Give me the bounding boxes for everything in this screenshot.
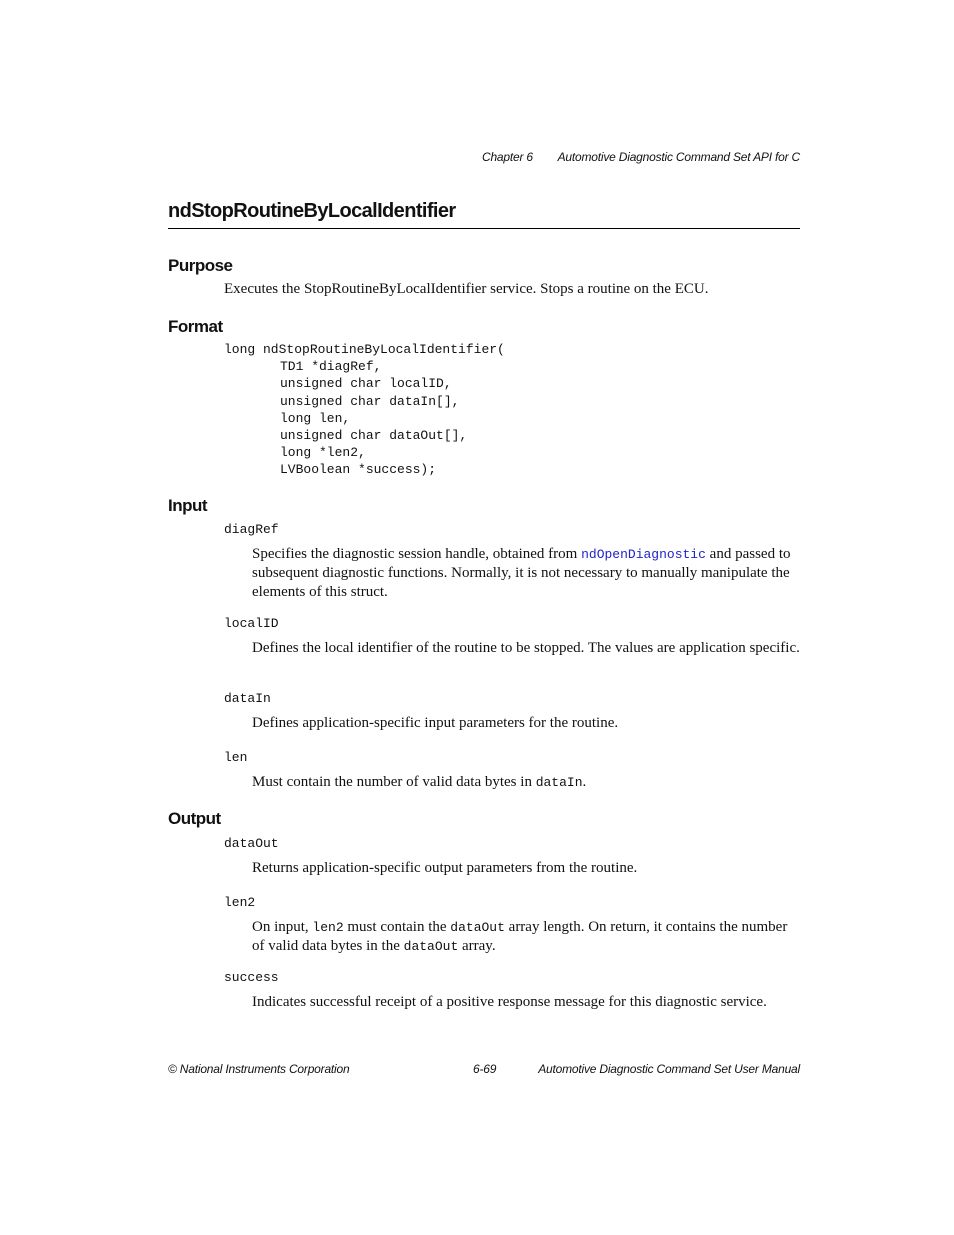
param-name-len: len	[224, 750, 248, 765]
desc-text: Must contain the number of valid data bytes in	[252, 774, 536, 790]
desc-text: .	[582, 774, 587, 790]
desc-text: and passed to subsequent diagnostic functions. Normally, it is not necessary to manually manipulate the elements of this struct.	[252, 546, 791, 600]
param-desc-datain: Defines application-specific input parameters for the routine.	[252, 715, 619, 731]
param-name-success: success	[224, 970, 279, 985]
param-desc-dataout: Returns application-specific output parameters from the routine.	[252, 860, 638, 876]
output-heading: Output	[168, 809, 221, 828]
param-desc-diagref	[252, 545, 800, 602]
page-title: ndStopRoutineByLocalIdentifier	[168, 198, 800, 229]
param-name-datain: dataIn	[224, 691, 271, 706]
format-heading: Format	[168, 317, 223, 336]
param-name-len2: len2	[224, 895, 256, 910]
header-chapter: Chapter 6	[481, 150, 533, 164]
footer-manual-title: Automotive Diagnostic Command Set User Manual	[538, 1062, 800, 1076]
desc-text: Specifies the diagnostic session handle, obtained from	[252, 546, 582, 562]
signature-arg: long *len2,	[280, 445, 366, 461]
signature-arg: long len,	[280, 410, 351, 426]
inline-code: dataOut	[450, 920, 505, 935]
desc-text: array length. On return, it contains the number of valid data bytes in the	[252, 919, 788, 954]
inline-code: len2	[312, 920, 344, 935]
signature-arg: unsigned char dataOut[],	[280, 428, 468, 444]
footer-copyright: © National Instruments Corporation	[168, 1062, 350, 1076]
param-name-localid: localID	[224, 616, 279, 631]
desc-text: On input,	[252, 919, 313, 935]
header-title: Automotive Diagnostic Command Set API for C	[557, 150, 800, 164]
param-name-diagref: diagRef	[224, 522, 279, 537]
signature-line: long ndStopRoutineByLocalIdentifier(	[224, 342, 505, 357]
param-desc-len	[252, 773, 800, 792]
param-desc-localid: Defines the local identifier of the routine to be stopped. The values are application specific.	[252, 640, 800, 656]
signature-arg: unsigned char dataIn[],	[280, 393, 460, 409]
function-signature	[224, 341, 505, 479]
desc-text: must contain the	[343, 919, 451, 935]
running-header	[482, 150, 800, 164]
purpose-text: Executes the StopRoutineByLocalIdentifier service. Stops a routine on the ECU.	[224, 281, 709, 297]
signature-arg: unsigned char localID,	[280, 376, 452, 392]
signature-arg: TD1 *diagRef,	[280, 359, 382, 375]
inline-code: dataOut	[403, 939, 459, 954]
desc-text: array.	[458, 938, 496, 954]
ndopendiagnostic-link[interactable]: ndOpenDiagnostic	[581, 547, 706, 562]
param-name-dataout: dataOut	[224, 836, 279, 851]
param-desc-len2	[252, 918, 800, 956]
inline-code: dataIn	[535, 775, 583, 790]
param-desc-success: Indicates successful receipt of a positive response message for this diagnostic service.	[252, 994, 767, 1010]
signature-arg: LVBoolean *success);	[280, 462, 437, 478]
purpose-heading: Purpose	[168, 256, 233, 275]
footer-page-number: 6-69	[473, 1062, 497, 1076]
input-heading: Input	[168, 496, 208, 515]
